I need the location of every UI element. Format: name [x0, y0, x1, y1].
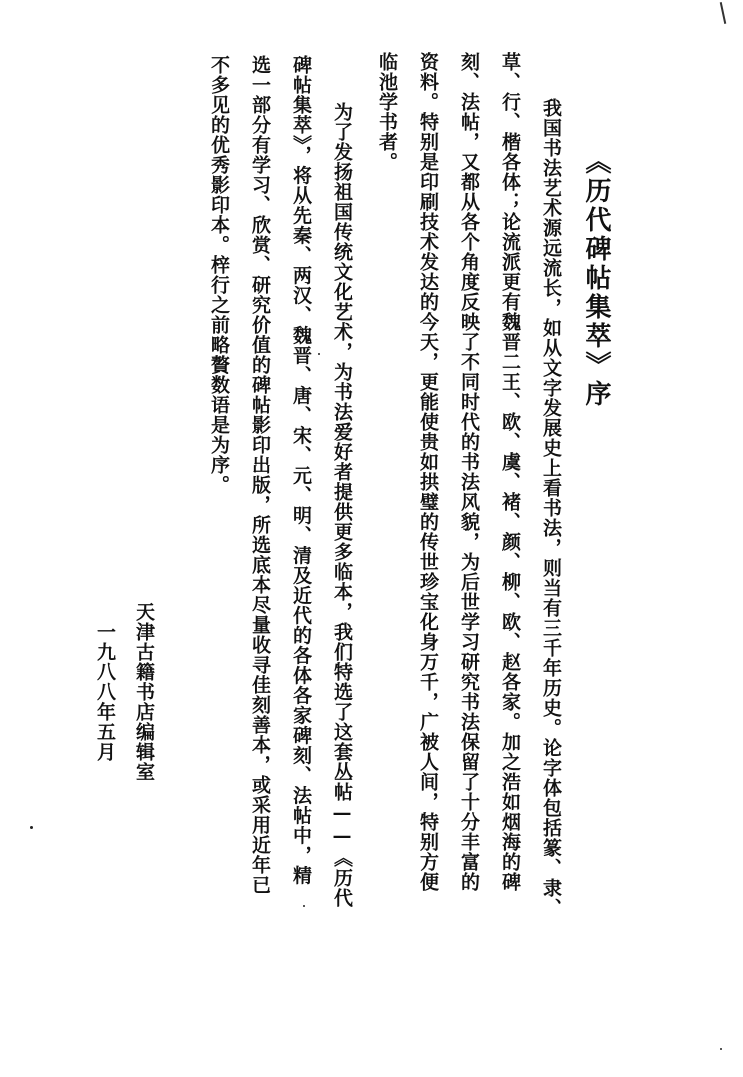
- signature-publisher: 天津古籍书店编辑室: [133, 602, 155, 782]
- text-column: 草、行、楷各体；论流派更有魏晋二王、欧、虞、褚、颜、柳、欧、赵各家。加之浩如烟海的碑: [499, 52, 521, 892]
- text-column: 临池学书者。: [376, 52, 398, 172]
- text-column: 碑帖集萃》，将从先秦、两汉、魏晋、唐、宋、元、明、清及近代的各体各家碑刻、法帖中，精: [290, 55, 312, 886]
- text-column: 刻、法帖，又都从各个角度反映了不同时代的书法风貌，为后世学习研究书法保留了十分丰富的: [458, 52, 480, 892]
- scan-speck: [318, 353, 320, 355]
- scan-speck: [720, 1048, 722, 1050]
- text-column: 我国书法艺术源远流长，如从文字发展史上看书法，则当有三千年历史。论字体包括篆、隶、: [540, 98, 562, 918]
- scan-mark: [720, 2, 727, 24]
- text-column: 不多见的优秀影印本。梓行之前略贅数语是为序。: [208, 55, 230, 495]
- signature-date: 一九八八年五月: [94, 622, 116, 762]
- scan-speck: [30, 826, 33, 829]
- text-column: 选一部分有学习、欣赏、研究价值的碑帖影印出版，所选底本尽量收寻佳刻善本，或采用近年已: [249, 55, 271, 895]
- text-column: 资料。特别是印刷技术发达的今天，更能使贵如拱璧的传世珍宝化身万千，广被人间，特别方便: [417, 52, 439, 892]
- scan-speck: [303, 905, 305, 907]
- text-column: 为了发扬祖国传统文化艺术，为书法爱好者提供更多临本，我们特选了这套丛帖——《历代: [331, 102, 353, 908]
- page-title: 《历代碑帖集萃》序: [581, 148, 611, 409]
